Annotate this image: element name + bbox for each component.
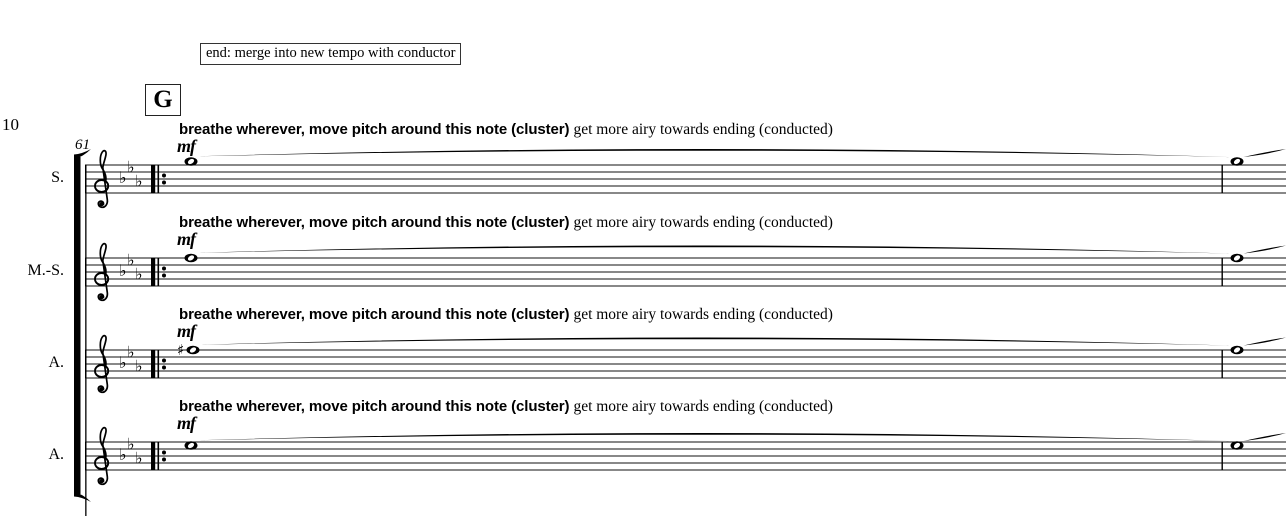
barline [1222, 350, 1223, 378]
rehearsal-mark: G [145, 84, 181, 116]
technique-text-bold: breathe wherever, move pitch around this note (cluster) [179, 214, 570, 231]
staff-label-soprano: S. [51, 169, 64, 186]
dynamic-marking: mf [177, 413, 195, 433]
staff-label-mezzo: M.-S. [27, 262, 64, 279]
flat-icon: ♭ [119, 353, 127, 372]
page-number: 10 [2, 115, 19, 134]
dynamic-marking: mf [177, 229, 195, 249]
flat-icon: ♭ [135, 448, 143, 468]
left-barline [85, 258, 86, 286]
barline [1222, 442, 1223, 470]
bracket-bottom-hook [74, 492, 91, 502]
whole-note [185, 254, 198, 263]
left-barline [85, 350, 86, 378]
whole-note [1231, 254, 1244, 263]
whole-note [1231, 441, 1244, 450]
slur [200, 337, 1231, 345]
staff-label-alto1: A. [48, 354, 64, 371]
tie [1244, 433, 1286, 441]
technique-text [179, 120, 833, 140]
technique-text-bold: breathe wherever, move pitch around this note (cluster) [179, 121, 570, 138]
tie [1244, 338, 1286, 346]
flat-icon: ♭ [119, 261, 127, 280]
tie [1244, 149, 1286, 157]
staff-mezzo [85, 234, 1286, 302]
flat-icon: ♭ [119, 168, 127, 187]
staff-label-alto2: A. [48, 446, 64, 463]
flat-icon: ♭ [127, 342, 135, 362]
whole-note [187, 346, 200, 355]
left-barline [85, 165, 86, 193]
measure-number: 61 [75, 137, 90, 153]
boxed-tempo-instruction: end: merge into new tempo with conductor [200, 43, 461, 65]
staff-alto2 [85, 418, 1286, 486]
dynamic-marking: mf [177, 321, 195, 341]
staff-alto1 [85, 326, 1286, 394]
technique-text-plain: get more airy towards ending (conducted) [573, 398, 833, 415]
slur [198, 245, 1231, 253]
whole-note [185, 157, 198, 166]
technique-text-plain: get more airy towards ending (conducted) [573, 214, 833, 231]
flat-icon: ♭ [127, 434, 135, 454]
technique-text [179, 397, 833, 417]
sharp-icon: ♯ [177, 341, 185, 359]
flat-icon: ♭ [127, 157, 135, 177]
slur [198, 149, 1231, 157]
barline [1222, 258, 1223, 286]
flat-icon: ♭ [135, 171, 143, 191]
whole-note [185, 441, 198, 450]
technique-text-bold: breathe wherever, move pitch around this note (cluster) [179, 306, 570, 323]
bracket-bar [74, 157, 81, 494]
left-barline [85, 442, 86, 470]
whole-note [1231, 346, 1244, 355]
dynamic-marking: mf [177, 136, 195, 156]
technique-text-plain: get more airy towards ending (conducted) [573, 306, 833, 323]
slur [198, 433, 1231, 441]
technique-text [179, 305, 833, 325]
flat-icon: ♭ [119, 445, 127, 464]
technique-text-plain: get more airy towards ending (conducted) [573, 121, 833, 138]
flat-icon: ♭ [135, 356, 143, 376]
flat-icon: ♭ [127, 250, 135, 270]
staff-soprano [85, 141, 1286, 209]
technique-text-bold: breathe wherever, move pitch around this note (cluster) [179, 398, 570, 415]
technique-text [179, 213, 833, 233]
flat-icon: ♭ [135, 264, 143, 284]
barline [1222, 165, 1223, 193]
tie [1244, 246, 1286, 254]
whole-note [1231, 157, 1244, 166]
